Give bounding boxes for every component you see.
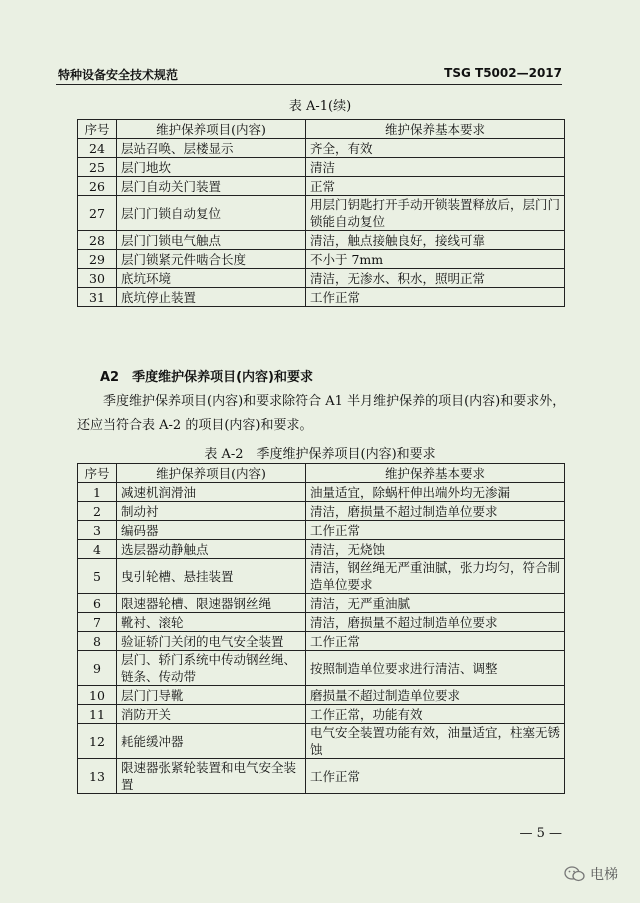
cell-item: 验证轿门关闭的电气安全装置	[117, 632, 306, 651]
cell-no: 4	[78, 540, 117, 559]
table-row	[78, 483, 565, 502]
table1-caption: 表 A-1(续)	[288, 99, 352, 114]
table-row	[78, 686, 565, 705]
col-header-req: 维护保养基本要求	[306, 464, 565, 483]
cell-no: 10	[78, 686, 117, 705]
cell-req: 清洁	[306, 158, 565, 177]
table-row	[78, 540, 565, 559]
table-row	[78, 177, 565, 196]
cell-item: 层站召唤、层楼显示	[117, 139, 306, 158]
cell-no: 2	[78, 502, 117, 521]
cell-item: 编码器	[117, 521, 306, 540]
table-row	[78, 594, 565, 613]
cell-no: 9	[78, 651, 117, 686]
table-row	[78, 139, 565, 158]
cell-item: 制动衬	[117, 502, 306, 521]
table-row	[78, 269, 565, 288]
table-row	[78, 651, 565, 686]
cell-no: 24	[78, 139, 117, 158]
cell-no: 3	[78, 521, 117, 540]
cell-item: 靴衬、滚轮	[117, 613, 306, 632]
cell-item: 减速机润滑油	[117, 483, 306, 502]
cell-req: 不小于 7mm	[306, 250, 565, 269]
cell-no: 11	[78, 705, 117, 724]
cell-req: 清洁，磨损量不超过制造单位要求	[306, 613, 565, 632]
table-row	[78, 705, 565, 724]
page-number: — 5 —	[519, 826, 562, 841]
cell-req: 工作正常	[306, 759, 565, 794]
section-title: A2 季度维护保养项目(内容)和要求	[100, 370, 313, 385]
cell-item: 层门门锁电气触点	[117, 231, 306, 250]
cell-no: 5	[78, 559, 117, 594]
cell-req: 电气安全装置功能有效，油量适宜，柱塞无锈蚀	[306, 724, 565, 759]
cell-req: 油量适宜，除蜗杆伸出端外均无渗漏	[306, 483, 565, 502]
cell-no: 6	[78, 594, 117, 613]
table-row	[78, 158, 565, 177]
table-row	[78, 250, 565, 269]
col-header-item: 维护保养项目(内容)	[117, 120, 306, 139]
cell-req: 工作正常	[306, 632, 565, 651]
cell-item: 层门门锁自动复位	[117, 196, 306, 231]
header-code: TSG T5002—2017	[444, 66, 562, 80]
cell-item: 消防开关	[117, 705, 306, 724]
cell-no: 28	[78, 231, 117, 250]
cell-no: 27	[78, 196, 117, 231]
watermark-text: 电梯	[590, 867, 618, 883]
header-rule	[56, 84, 562, 85]
cell-item: 层门锁紧元件啮合长度	[117, 250, 306, 269]
col-header-no: 序号	[78, 464, 117, 483]
cell-req: 正常	[306, 177, 565, 196]
table-a1	[77, 119, 565, 307]
wechat-icon	[564, 865, 586, 883]
header-title: 特种设备安全技术规范	[58, 68, 179, 82]
cell-item: 层门、轿门系统中传动钢丝绳、链条、传动带	[117, 651, 306, 686]
table-row	[78, 502, 565, 521]
table-row	[78, 613, 565, 632]
cell-no: 30	[78, 269, 117, 288]
cell-req: 工作正常	[306, 521, 565, 540]
cell-req: 清洁，无渗水、积水，照明正常	[306, 269, 565, 288]
col-header-item: 维护保养项目(内容)	[117, 464, 306, 483]
cell-req: 清洁，钢丝绳无严重油腻，张力均匀，符合制造单位要求	[306, 559, 565, 594]
cell-item: 曳引轮槽、悬挂装置	[117, 559, 306, 594]
section-paragraph: 季度维护保养项目(内容)和要求除符合 A1 半月维护保养的项目(内容)和要求外，还应当符合表 A-2 的项目(内容)和要求。	[77, 394, 566, 433]
cell-req: 磨损量不超过制造单位要求	[306, 686, 565, 705]
cell-req: 齐全，有效	[306, 139, 565, 158]
cell-no: 13	[78, 759, 117, 794]
cell-no: 29	[78, 250, 117, 269]
cell-req: 工作正常，功能有效	[306, 705, 565, 724]
cell-req: 清洁，触点接触良好，接线可靠	[306, 231, 565, 250]
cell-no: 31	[78, 288, 117, 307]
cell-item: 选层器动静触点	[117, 540, 306, 559]
cell-req: 按照制造单位要求进行清洁、调整	[306, 651, 565, 686]
table2-caption: 表 A-2 季度维护保养项目(内容)和要求	[204, 447, 436, 462]
cell-no: 26	[78, 177, 117, 196]
cell-item: 底坑停止装置	[117, 288, 306, 307]
cell-no: 12	[78, 724, 117, 759]
cell-item: 层门自动关门装置	[117, 177, 306, 196]
table-row	[78, 196, 565, 231]
table-row	[78, 724, 565, 759]
cell-req: 工作正常	[306, 288, 565, 307]
cell-req: 清洁，无烧蚀	[306, 540, 565, 559]
cell-no: 25	[78, 158, 117, 177]
col-header-req: 维护保养基本要求	[306, 120, 565, 139]
table-row	[78, 288, 565, 307]
cell-req: 用层门钥匙打开手动开锁装置释放后，层门门锁能自动复位	[306, 196, 565, 231]
cell-req: 清洁，磨损量不超过制造单位要求	[306, 502, 565, 521]
cell-item: 限速器张紧轮装置和电气安全装置	[117, 759, 306, 794]
cell-item: 底坑环境	[117, 269, 306, 288]
cell-no: 8	[78, 632, 117, 651]
table-row	[78, 632, 565, 651]
cell-item: 层门地坎	[117, 158, 306, 177]
table-row	[78, 521, 565, 540]
cell-req: 清洁，无严重油腻	[306, 594, 565, 613]
cell-no: 7	[78, 613, 117, 632]
cell-no: 1	[78, 483, 117, 502]
table-row	[78, 559, 565, 594]
cell-item: 层门门导靴	[117, 686, 306, 705]
table-a2	[77, 463, 565, 794]
cell-item: 限速器轮槽、限速器钢丝绳	[117, 594, 306, 613]
col-header-no: 序号	[78, 120, 117, 139]
table-row	[78, 759, 565, 794]
watermark	[564, 864, 618, 884]
cell-item: 耗能缓冲器	[117, 724, 306, 759]
table-row	[78, 231, 565, 250]
